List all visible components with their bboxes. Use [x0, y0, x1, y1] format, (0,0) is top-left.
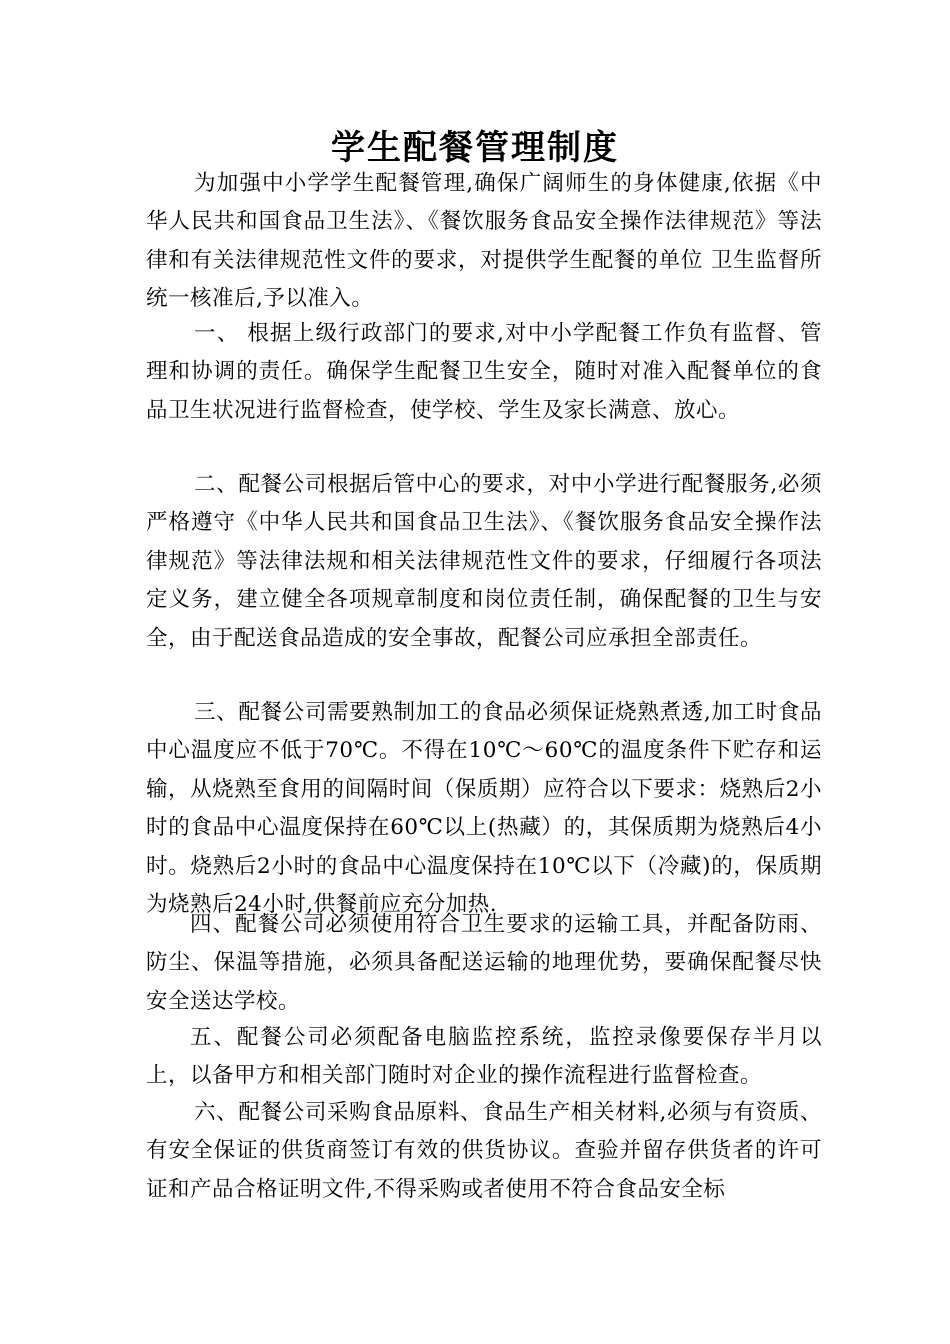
paragraph-section-4: 四、配餐公司必须使用符合卫生要求的运输工具，并配备防雨、防尘、保温等措施，必须具备配送运输的地理优势，要确保配餐尽快安全送达学校。	[146, 912, 822, 1014]
paragraph-section-3: 三、配餐公司需要熟制加工的食品必须保证烧熟煮透,加工时食品中心温度应不低于70℃。不得在10℃～60℃的温度条件下贮存和运输，从烧熟至食用的间隔时间（保质期）应符合以下要求：烧熟后2小时的食品中心温度保持在60℃以上(热藏）的，其保质期为烧熟后4小时。烧熟后2小时的食品中心温度保持在10℃以下（冷藏)的，保质期为烧熟后24小时,供餐前应充分加热.	[146, 700, 822, 918]
paragraph-section-6: 六、配餐公司采购食品原料、食品生产相关材料,必须与有资质、有安全保证的供货商签订有效的供货协议。查验并留存供货者的许可证和产品合格证明文件,不得采购或者使用不符合食品安全标	[146, 1100, 822, 1202]
paragraph-section-1: 一、 根据上级行政部门的要求,对中小学配餐工作负有监督、管理和协调的责任。确保学生配餐卫生安全，随时对准入配餐单位的食品卫生状况进行监督检查，使学校、学生及家长满意、放心。	[146, 321, 822, 423]
paragraph-section-5: 五、配餐公司必须配备电脑监控系统，监控录像要保存半月以上，以备甲方和相关部门随时对企业的操作流程进行监督检查。	[146, 1025, 822, 1089]
paragraph-section-2: 二、配餐公司根据后管中心的要求，对中小学进行配餐服务,必须严格遵守《中华人民共和国食品卫生法》、《餐饮服务食品安全操作法律规范》等法律法规和相关法律规范性文件的要求，仔细履行各项法定义务，建立健全各项规章制度和岗位责任制，确保配餐的卫生与安全，由于配送食品造成的安全事故，配餐公司应承担全部责任。	[146, 472, 822, 651]
document-title: 学生配餐管理制度	[331, 128, 619, 168]
paragraph-intro: 为加强中小学学生配餐管理,确保广阔师生的身体健康,依据《中华人民共和国食品卫生法》、《餐饮服务食品安全操作法律规范》等法律和有关法律规范性文件的要求，对提供学生配餐的单位 卫生监督所统一核准后,予以准入。	[146, 171, 822, 312]
